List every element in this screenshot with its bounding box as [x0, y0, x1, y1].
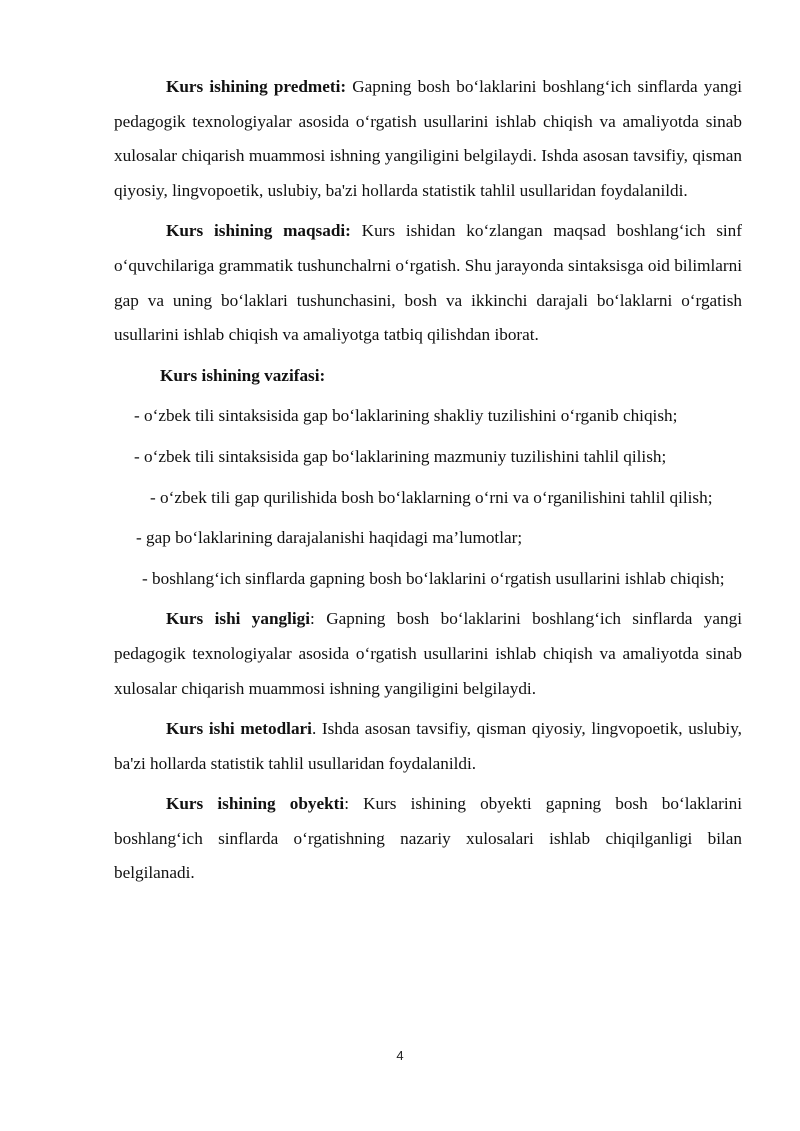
- vazifa-label: Kurs ishining vazifasi:: [160, 365, 326, 385]
- paragraph-predmet: [114, 70, 742, 208]
- vazifa-list-item: - boshlang‘ich sinflarda gapning bosh bo‘laklarini o‘rgatish usullarini ishlab chiqish;: [142, 568, 725, 588]
- vazifa-list-item: - o‘zbek tili sintaksisida gap bo‘laklarining mazmuniy tuzilishini tahlil qilish;: [134, 446, 667, 466]
- vazifa-heading: [114, 359, 742, 394]
- page-number: 4: [396, 1048, 404, 1063]
- metod-label: Kurs ishi metodlari: [166, 719, 312, 739]
- obyekt-text: : Kurs ishining obyekti gapning bosh bo‘laklarini boshlang‘ich sinflarda o‘rgatishning nazariy xulosalari ishlab chiqilganligi bilan belgilanadi.: [114, 794, 742, 883]
- yangilik-text: : Gapning bosh bo‘laklarini boshlang‘ich sinflarda yangi pedagogik texnologiyalar asosida o‘rgatish usullarini ishlab chiqish va amaliyotda sinab xulosalar chiqarish muammosi ishning yangiligini belgilaydi.: [114, 609, 742, 698]
- vazifa-list-item: - o‘zbek tili gap qurilishida bosh bo‘laklarning o‘rni va o‘rganilishini tahlil qilish;: [150, 487, 713, 507]
- paragraph-maqsad: [114, 214, 742, 352]
- metod-text: . Ishda asosan tavsifiy, qisman qiyosiy, lingvopoetik, uslubiy, ba'zi hollarda statistik tahlil usullaridan foydalanildi.: [114, 719, 742, 773]
- obyekt-label: Kurs ishining obyekti: [166, 794, 345, 814]
- predmet-label: Kurs ishining predmeti:: [166, 77, 347, 96]
- paragraph-yangilik: [114, 602, 742, 706]
- vazifa-list-item: - o‘zbek tili sintaksisida gap bo‘laklarining shakliy tuzilishini o‘rganib chiqish;: [134, 406, 678, 426]
- vazifa-list-item: - gap bo‘laklarining darajalanishi haqidagi ma’lumotlar;: [136, 528, 523, 548]
- paragraph-obyekt: [114, 787, 742, 891]
- paragraph-metod: [114, 712, 742, 781]
- yangilik-label: Kurs ishi yangligi: [166, 609, 311, 629]
- predmet-text: Gapning bosh bo‘laklarini boshlang‘ich sinflarda yangi pedagogik texnologiyalar asosida o‘rgatish usullarini ishlab chiqish va amaliyotda sinab xulosalar chiqarish muammosi ishning yangiligini belgilaydi. Ishda asosan tavsifiy, qisman qiyosiy, lingvopoetik, uslubiy, ba'zi hollarda statistik tahlil usullaridan foydalanildi.: [114, 77, 742, 200]
- document-page: [114, 70, 742, 897]
- maqsad-text: Kurs ishidan ko‘zlangan maqsad boshlang‘ich sinf o‘quvchilariga grammatik tushunchalrni o‘rgatish. Shu jarayonda sintaksisga oid bilimlarni gap va uning bo‘laklari tushunchasini, bosh va ikkinchi darajali bo‘laklarni o‘rgatish usullarini ishlab chiqish va amaliyotga tatbiq qilishdan iborat.: [114, 221, 742, 345]
- maqsad-label: Kurs ishining maqsadi:: [166, 221, 351, 241]
